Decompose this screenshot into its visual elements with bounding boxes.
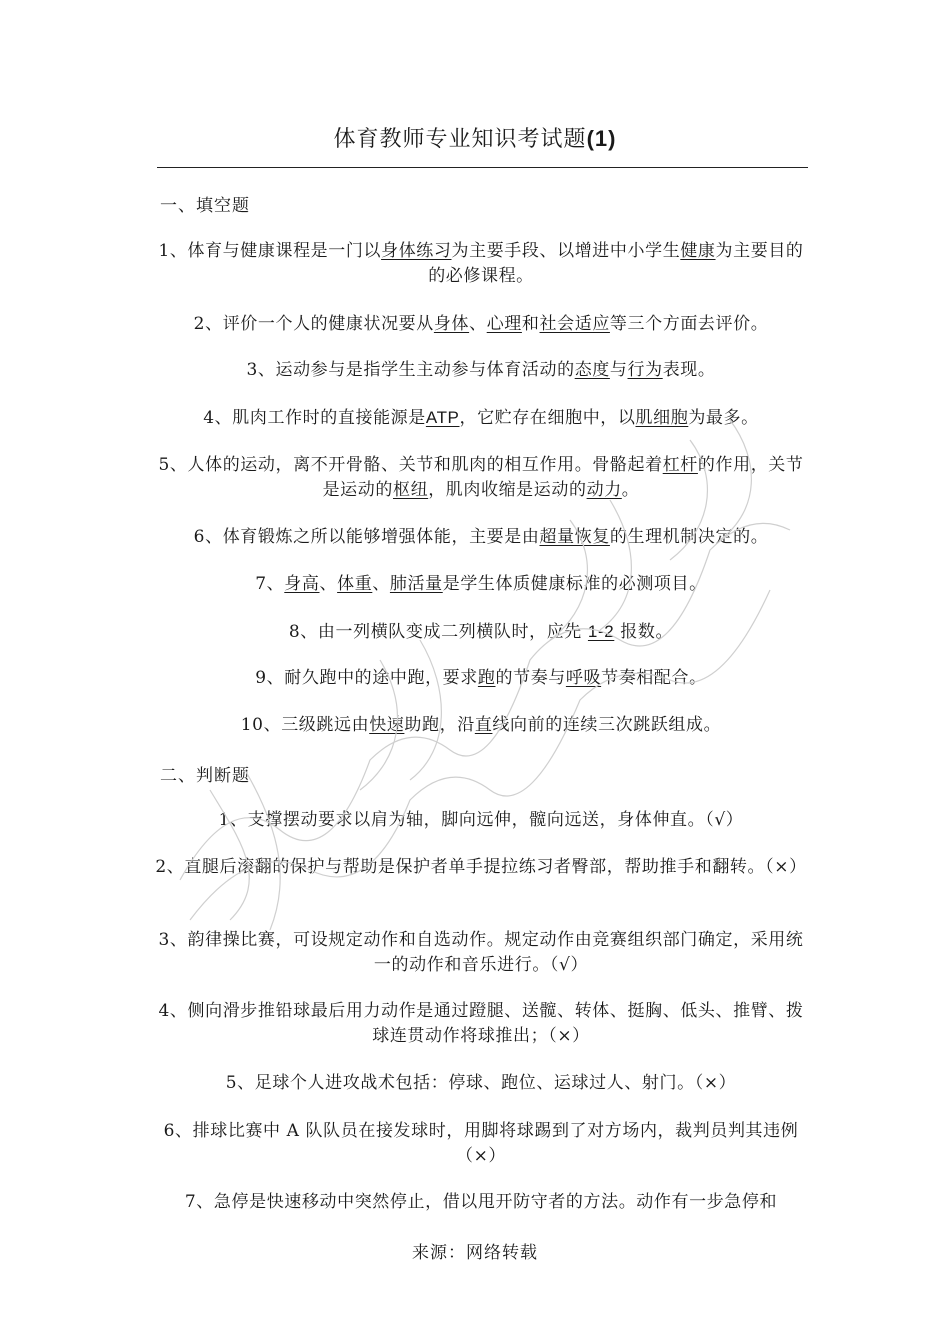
question-text: 6、体育锻炼之所以能够增强体能，主要是由 bbox=[193, 527, 540, 547]
fill-question-5 bbox=[152, 453, 810, 503]
answer-blank: 快速 bbox=[369, 715, 405, 735]
judge-question-7: 7、急停是快速移动中突然停止，借以甩开防守者的方法。动作有一步急停和 bbox=[184, 1192, 778, 1212]
question-text: 表现。 bbox=[662, 360, 716, 380]
answer-blank: 身体练习 bbox=[381, 241, 452, 261]
answer-blank: 枢纽 bbox=[392, 480, 429, 500]
question-text: 的作用，关节是运动的 bbox=[322, 455, 804, 500]
judge-question-3: 3、韵律操比赛，可设规定动作和自选动作。规定动作由竞赛组织部门确定，采用统一的动作和音乐进行。（√） bbox=[158, 930, 804, 975]
question-text: ，肌肉收缩是运动的 bbox=[428, 480, 587, 500]
answer-blank: ATP bbox=[425, 408, 460, 427]
fill-question-7 bbox=[152, 572, 810, 597]
question-text: 是学生体质健康标准的必测项目。 bbox=[442, 574, 707, 594]
question-text: 4、肌肉工作时的直接能源是 bbox=[203, 408, 426, 428]
answer-blank: 态度 bbox=[574, 360, 610, 380]
fill-question-9 bbox=[152, 666, 810, 691]
judge-question-2: 2、直腿后滚翻的保护与帮助是保护者单手提拉练习者臀部，帮助推手和翻转。（×） bbox=[155, 857, 807, 877]
answer-blank: 心理 bbox=[486, 314, 522, 334]
question-text: 2、评价一个人的健康状况要从 bbox=[193, 314, 434, 334]
fill-question-8 bbox=[152, 619, 810, 645]
question-text: 9、耐久跑中的途中跑，要求 bbox=[255, 668, 478, 688]
answer-blank: 跑 bbox=[477, 668, 496, 688]
section-heading-fill: 一、填空题 bbox=[160, 196, 250, 216]
question-text: 为主要手段、以增进中小学生 bbox=[451, 241, 681, 261]
answer-blank: 1-2 bbox=[587, 622, 615, 641]
question-text: 为最多。 bbox=[688, 408, 759, 428]
page-title bbox=[0, 122, 950, 153]
question-text: 和 bbox=[521, 314, 540, 334]
answer-blank: 肺活量 bbox=[389, 574, 443, 594]
answer-blank: 超量恢复 bbox=[539, 527, 610, 547]
question-text: 与 bbox=[609, 360, 628, 380]
fill-question-10 bbox=[152, 713, 810, 738]
question-text: 10、三级跳远由 bbox=[240, 715, 370, 735]
question-text: 报数。 bbox=[614, 622, 674, 642]
question-text: 、 bbox=[469, 314, 487, 334]
title-rule bbox=[157, 167, 808, 168]
question-text: 助跑，沿 bbox=[404, 715, 475, 735]
fill-question-6 bbox=[152, 525, 810, 550]
question-text: 5、人体的运动，离不开骨骼、关节和肌肉的相互作用。骨骼起着 bbox=[158, 455, 663, 475]
fill-question-4 bbox=[152, 405, 810, 431]
title-number: (1) bbox=[586, 126, 617, 151]
judge-question-1: 1、支撑摆动要求以肩为轴，脚向远伸，髋向远送，身体伸直。（√） bbox=[218, 810, 744, 830]
question-text: 为主要目的的必修课程。 bbox=[428, 241, 804, 286]
question-text: 的生理机制决定的。 bbox=[609, 527, 769, 547]
question-text: 线向前的连续三次跳跃组成。 bbox=[492, 715, 722, 735]
question-text: ，它贮存在细胞中，以 bbox=[459, 408, 636, 428]
judge-question-4: 4、侧向滑步推铅球最后用力动作是通过蹬腿、送髋、转体、挺胸、低头、推臂、拨球连贯动作将球推出；（×） bbox=[158, 1001, 804, 1046]
answer-blank: 身体 bbox=[433, 314, 470, 334]
question-text: 节奏相配合。 bbox=[601, 668, 707, 688]
answer-blank: 直 bbox=[474, 715, 493, 735]
question-text: 等三个方面去评价。 bbox=[609, 314, 769, 334]
question-text: 7、 bbox=[255, 574, 285, 594]
answer-blank: 社会适应 bbox=[539, 314, 610, 334]
judge-question-5: 5、足球个人进攻战术包括：停球、跑位、运球过人、射门。（×） bbox=[225, 1073, 737, 1093]
title-text: 体育教师专业知识考试题 bbox=[333, 127, 587, 152]
fill-question-2 bbox=[152, 312, 810, 337]
judge-question-6: 6、排球比赛中 A 队队员在接发球时，用脚将球踢到了对方场内，裁判员判其违例（×） bbox=[163, 1121, 799, 1166]
answer-blank: 身高 bbox=[284, 574, 320, 594]
question-text: 。 bbox=[621, 480, 640, 500]
answer-blank: 肌细胞 bbox=[635, 408, 689, 428]
question-text: 8、由一列横队变成二列横队时，应先 bbox=[288, 622, 588, 642]
answer-blank: 体重 bbox=[337, 574, 373, 594]
answer-blank: 行为 bbox=[627, 360, 663, 380]
question-text: 3、运动参与是指学生主动参与体育活动的 bbox=[246, 360, 575, 380]
answer-blank: 杠杆 bbox=[662, 455, 698, 475]
question-text: 、 bbox=[372, 574, 390, 594]
section-heading-judge: 二、判断题 bbox=[160, 766, 250, 786]
answer-blank: 动力 bbox=[586, 480, 622, 500]
answer-blank: 呼吸 bbox=[565, 668, 602, 688]
question-text: 1、体育与健康课程是一门以 bbox=[158, 241, 382, 261]
question-text: 、 bbox=[319, 574, 338, 594]
question-text: 的节奏与 bbox=[495, 668, 566, 688]
page-footer: 来源：网络转载 bbox=[412, 1243, 538, 1263]
fill-question-1 bbox=[152, 239, 810, 289]
answer-blank: 健康 bbox=[680, 241, 716, 261]
fill-question-3 bbox=[152, 358, 810, 383]
